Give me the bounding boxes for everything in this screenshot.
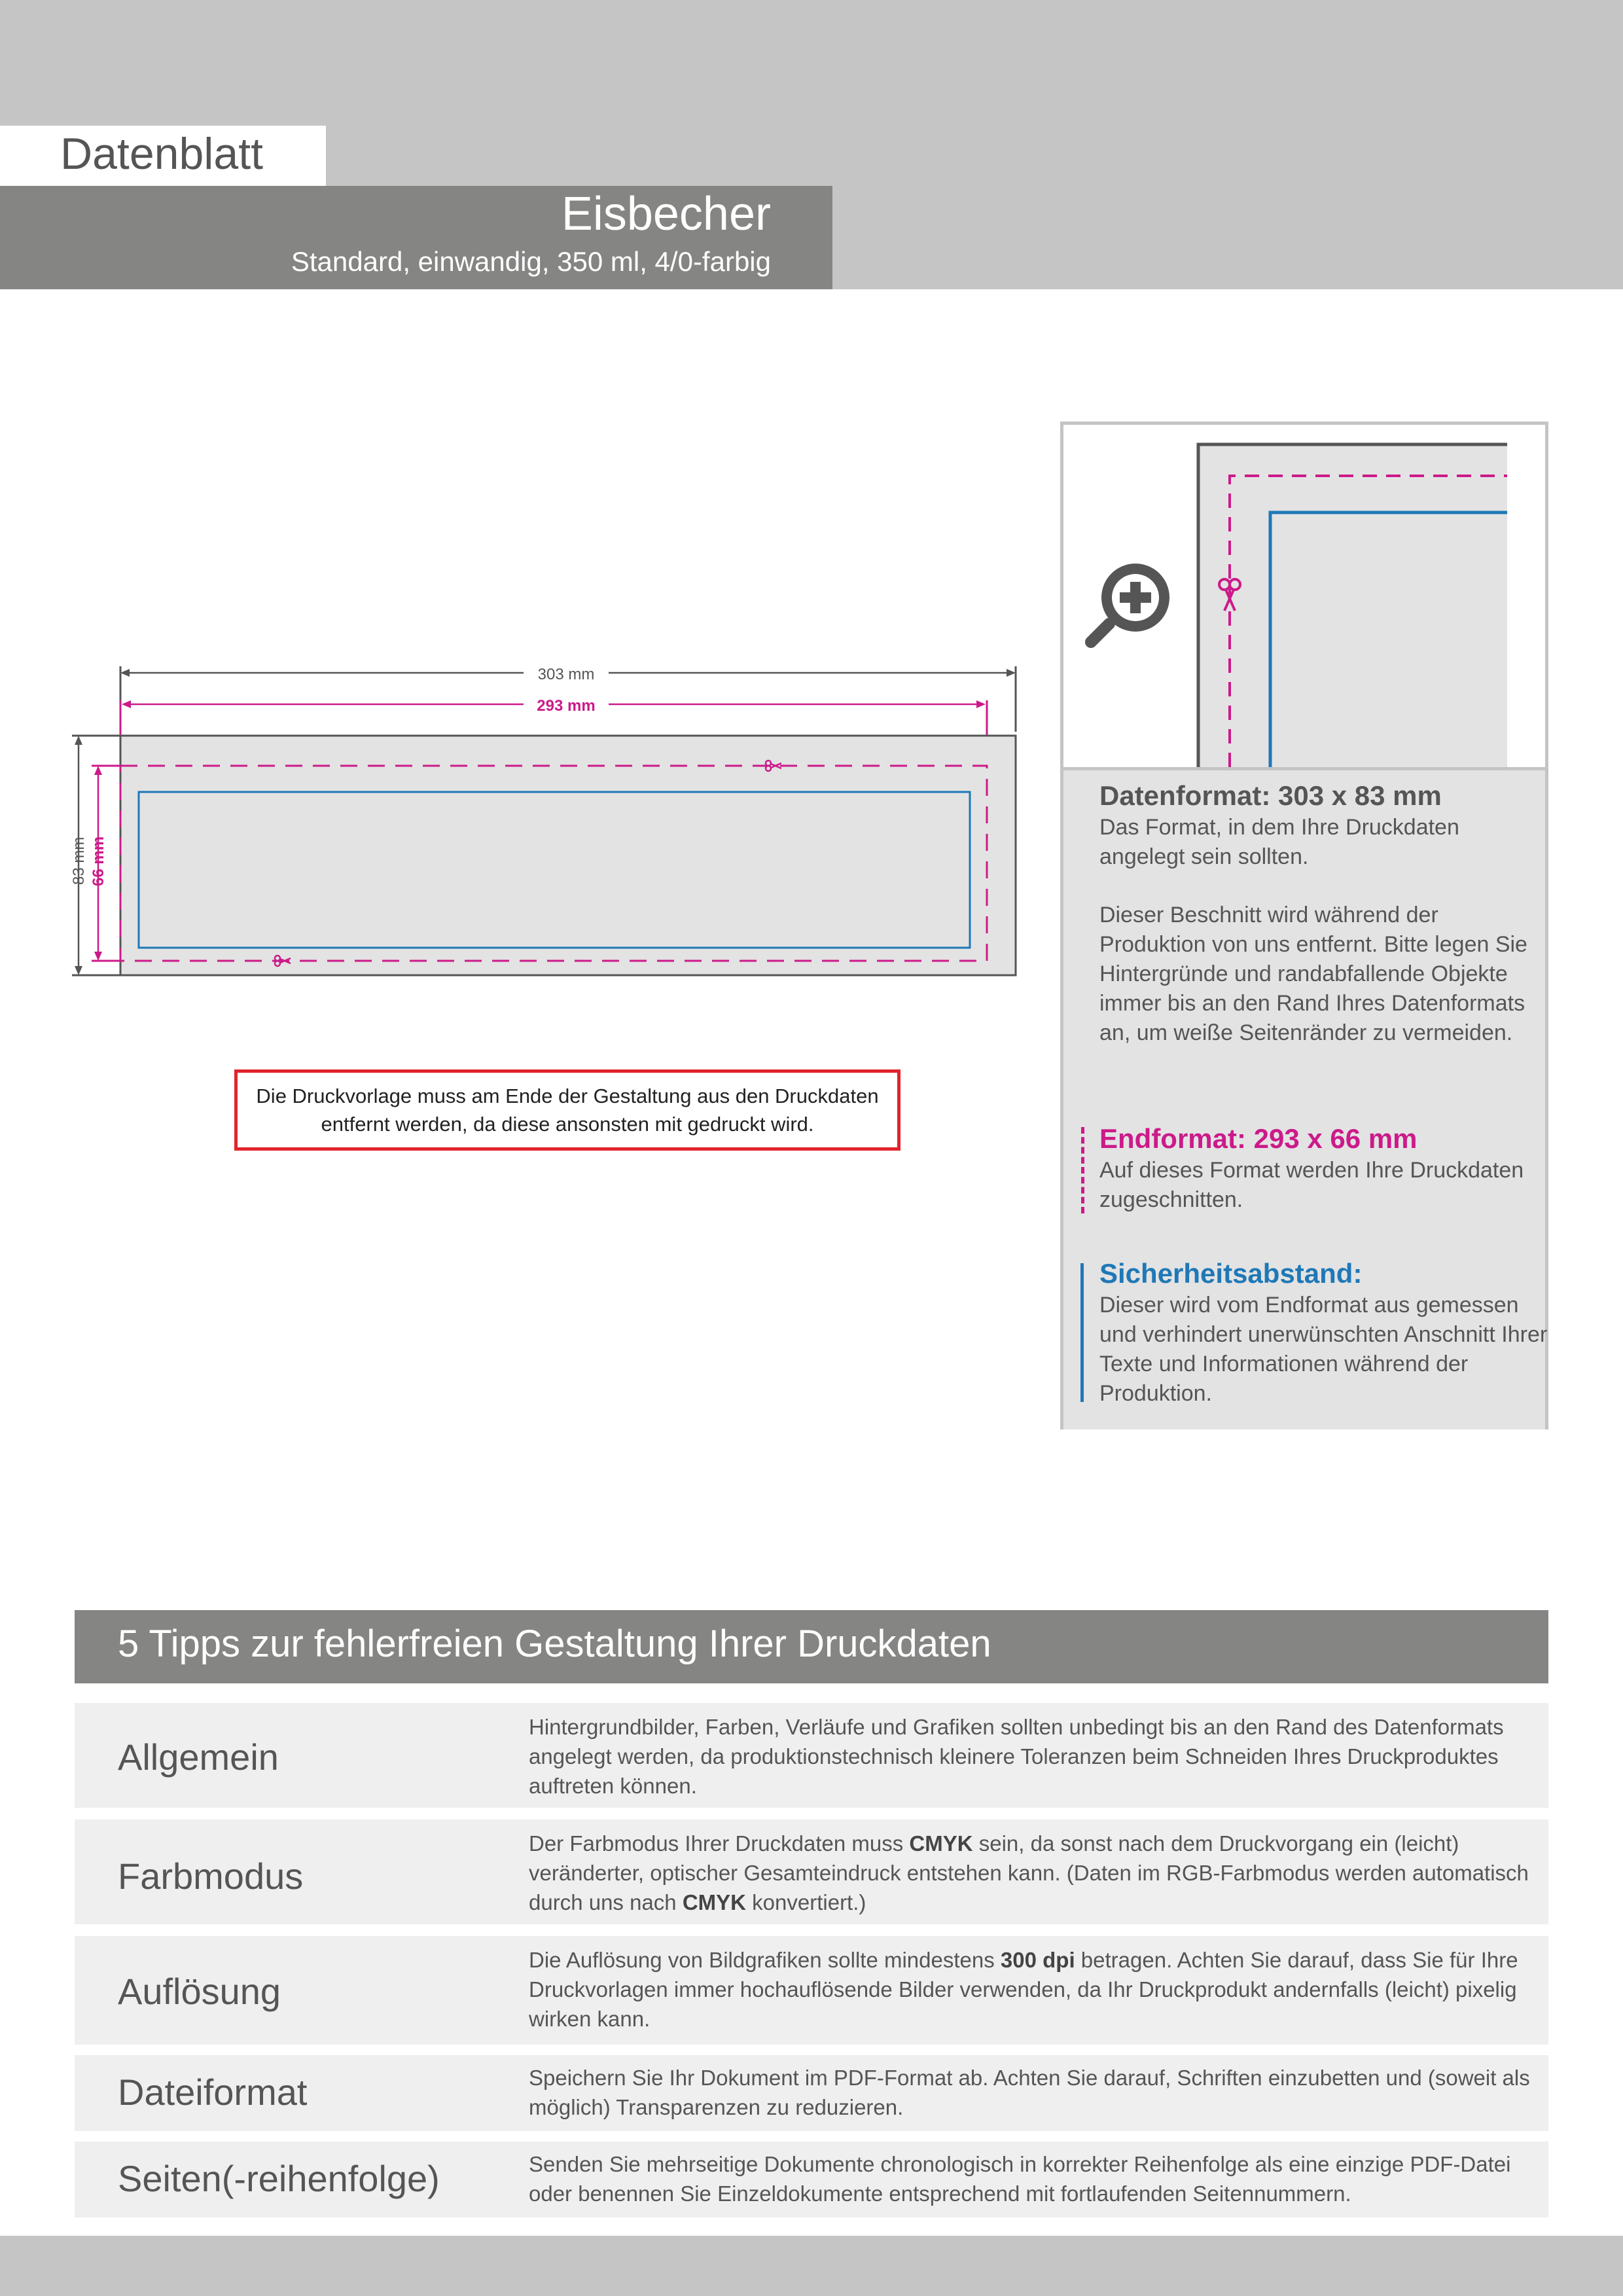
tip-text: Speichern Sie Ihr Dokument im PDF-Format ab. Achten Sie darauf, Schriften einzubetten und (soweit als möglich) Transparenzen zu reduzieren.: [529, 2066, 1530, 2119]
endformat-title: Endformat: 293 x 66 mm: [1099, 1123, 1418, 1154]
tip-name: Farbmodus: [118, 1856, 304, 1897]
height-label: 83 mm: [70, 836, 88, 885]
beschnitt-text: Dieser Beschnitt wird während der Produktion von uns entfernt. Bitte legen Sie Hintergründe und randabfallende Objekte immer bis an den Rand Ihres Datenformats an, um weiße Seitenränder zu vermeiden.: [1099, 903, 1527, 1045]
tip-row-aufloesung: [75, 1936, 1548, 2045]
tip-text: Senden Sie mehrseitige Dokumente chronologisch in korrekter Reihenfolge als eine einzige PDF-Datei oder benennen Sie Einzeldokumente entsprechend mit fortlaufenden Seitennummern.: [529, 2152, 1511, 2206]
corner-format-area: [1198, 444, 1507, 767]
endformat-text: Auf dieses Format werden Ihre Druckdaten zugeschnitten.: [1099, 1158, 1524, 1212]
end-height-label: 66 mm: [90, 836, 107, 886]
footer-band: [0, 2236, 1623, 2296]
datenformat-text: Das Format, in dem Ihre Druckdaten angelegt sein sollten.: [1099, 815, 1459, 869]
warning-text: Die Druckvorlage muss am Ende der Gestaltung aus den Druckdaten entfernt werden, da diese ansonsten mit gedruckt wird.: [256, 1085, 879, 1136]
tips-title: 5 Tipps zur fehlerfreien Gestaltung Ihrer Druckdaten: [118, 1623, 991, 1665]
sicherheit-text: Dieser wird vom Endformat aus gemessen und verhindert unerwünschten Anschnitt Ihrer Texte und Informationen während der Produktion.: [1099, 1293, 1548, 1406]
zoom-detail: [1063, 425, 1545, 767]
doc-label: Datenblatt: [60, 129, 263, 179]
sicherheit-marker: [1080, 1263, 1084, 1402]
sicherheit-title: Sicherheitsabstand:: [1099, 1258, 1363, 1289]
zoom-in-icon: [1091, 564, 1169, 642]
arrow-up-icon: [94, 766, 102, 775]
tip-row-seiten: [75, 2142, 1548, 2217]
arrow-left-icon: [122, 700, 131, 708]
tip-name: Dateiformat: [118, 2072, 308, 2113]
tip-name: Allgemein: [118, 1736, 279, 1778]
tip-name: Auflösung: [118, 1971, 281, 2012]
tip-text: Die Auflösung von Bildgrafiken sollte mindestens 300 dpi betragen. Achten Sie darauf, dass Sie für Ihre Druckvorlagen immer hochauflösende Bilder verwenden, da Ihr Druckprodukt andernfalls (leicht) pixelig wirken kann.: [529, 1948, 1518, 2031]
tip-row-allgemein: [75, 1703, 1548, 1808]
end-width-label: 293 mm: [537, 697, 596, 715]
arrow-up-icon: [75, 736, 82, 745]
product-subtitle: Standard, einwandig, 350 ml, 4/0-farbig: [291, 246, 771, 277]
arrow-down-icon: [75, 966, 82, 975]
endformat-marker: [1081, 1127, 1084, 1213]
product-title: Eisbecher: [561, 188, 771, 240]
datenformat-title: Datenformat: 303 x 83 mm: [1099, 780, 1442, 811]
warning-box: [234, 1069, 901, 1151]
width-label: 303 mm: [537, 666, 595, 683]
arrow-down-icon: [94, 952, 102, 961]
arrow-right-icon: [1007, 669, 1016, 677]
data-format-rect: [120, 736, 1016, 975]
tip-text: Der Farbmodus Ihrer Druckdaten muss CMYK sein, da sonst nach dem Druckvorgang ein (leicht) veränderter, optischer Gesamteindruck entstehen kann. (Daten im RGB-Farbmodus werden automatisch durch uns nach CMYK konvertiert.): [529, 1831, 1529, 1914]
tip-name: Seiten(-reihenfolge): [118, 2158, 440, 2199]
template-drawing: [0, 648, 1047, 1001]
tip-row-farbmodus: [75, 1820, 1548, 1924]
arrow-right-icon: [976, 700, 986, 708]
tip-text: Hintergrundbilder, Farben, Verläufe und Grafiken sollten unbedingt bis an den Rand des Datenformats angelegt werden, da produktionstechnisch kleinere Toleranzen beim Schneiden Ihres Druckproduktes auftreten können.: [529, 1715, 1504, 1798]
arrow-left-icon: [120, 669, 130, 677]
tip-row-dateiformat: [75, 2055, 1548, 2131]
